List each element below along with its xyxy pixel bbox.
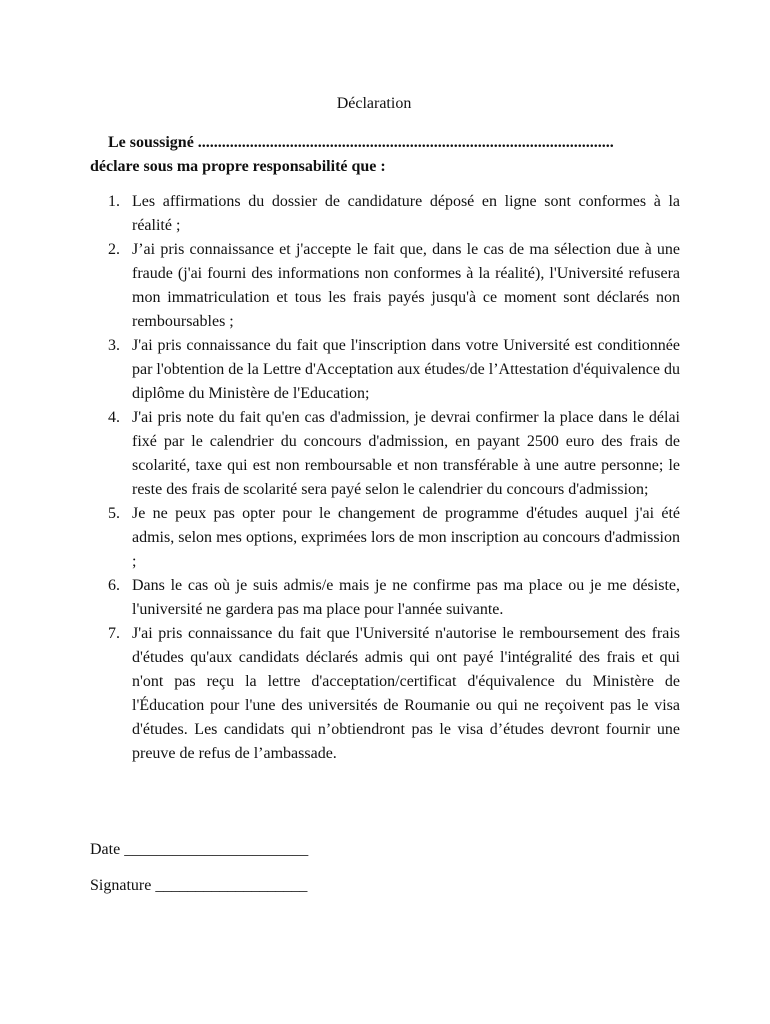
list-item: [90, 334, 680, 406]
list-item-number: 3.: [108, 337, 120, 354]
declaration-statement: déclare sous ma propre responsabilité que :: [90, 158, 386, 175]
document-title: Déclaration: [336, 95, 412, 112]
list-item-number: 7.: [108, 625, 120, 642]
list-item: [90, 622, 680, 766]
list-item-text: J’ai pris connaissance et j'accepte le fait que, dans le cas de ma sélection due à une fraude (j'ai fourni des informations non conformes à la réalité), l'Université refusera mon immatriculation et tous les frais payés jusqu'à ce moment sont déclarés non remboursables ;: [132, 241, 680, 330]
list-item-number: 4.: [108, 409, 120, 426]
list-item-number: 5.: [108, 505, 120, 522]
list-item: [90, 190, 680, 238]
list-item-text: J'ai pris connaissance du fait que l'Université n'autorise le remboursement des frais d'études qu'aux candidats déclarés admis qui ont payé l'intégralité des frais et qui n'ont pas reçu la lettre d'acceptation/certificat d'équivalence du Ministère de l'Éducation pour l'une des universités de Roumanie ou qui ne reçoivent pas le visa d'études. Les candidats qui n’obtiendront pas le visa d’études devront fournir une preuve de refus de l’ambassade.: [132, 625, 680, 762]
list-item: [90, 574, 680, 622]
list-item: [90, 406, 680, 502]
list-item-text: J'ai pris connaissance du fait que l'inscription dans votre Université est conditionnée par l'obtention de la Lettre d'Acceptation aux études/de l’Attestation d'équivalence du diplôme du Ministère de l'Education;: [132, 337, 681, 402]
list-item-text: Dans le cas où je suis admis/e mais je ne confirme pas ma place ou je me désiste, l'université ne gardera pas ma place pour l'année suivante.: [132, 577, 680, 618]
declaration-intro: [90, 131, 680, 179]
list-item-number: 1.: [108, 193, 120, 210]
list-item-text: Je ne peux pas opter pour le changement de programme d'études auquel j'ai été admis, selon mes options, exprimées lors de mon inscription au concours d'admission ;: [132, 505, 680, 570]
list-item-number: 2.: [108, 241, 120, 258]
declaration-list: [90, 190, 680, 766]
signature-field[interactable]: Signature ___________________: [90, 877, 308, 894]
list-item-text: J'ai pris note du fait qu'en cas d'admission, je devrai confirmer la place dans le délai fixé par le calendrier du concours d'admission, en payant 2500 euro des frais de scolarité, taxe qui est non remboursable et non transférable à une autre personne; le reste des frais de scolarité sera payé selon le calendrier du concours d'admission;: [132, 409, 680, 498]
list-item-number: 6.: [108, 577, 120, 594]
undersigned-line: Le soussigné ........................................................................................................: [108, 134, 614, 151]
list-item: [90, 502, 680, 574]
date-field[interactable]: Date _______________________: [90, 841, 309, 858]
list-item: [90, 238, 680, 334]
list-item-text: Les affirmations du dossier de candidature déposé en ligne sont conformes à la réalité ;: [132, 193, 680, 234]
